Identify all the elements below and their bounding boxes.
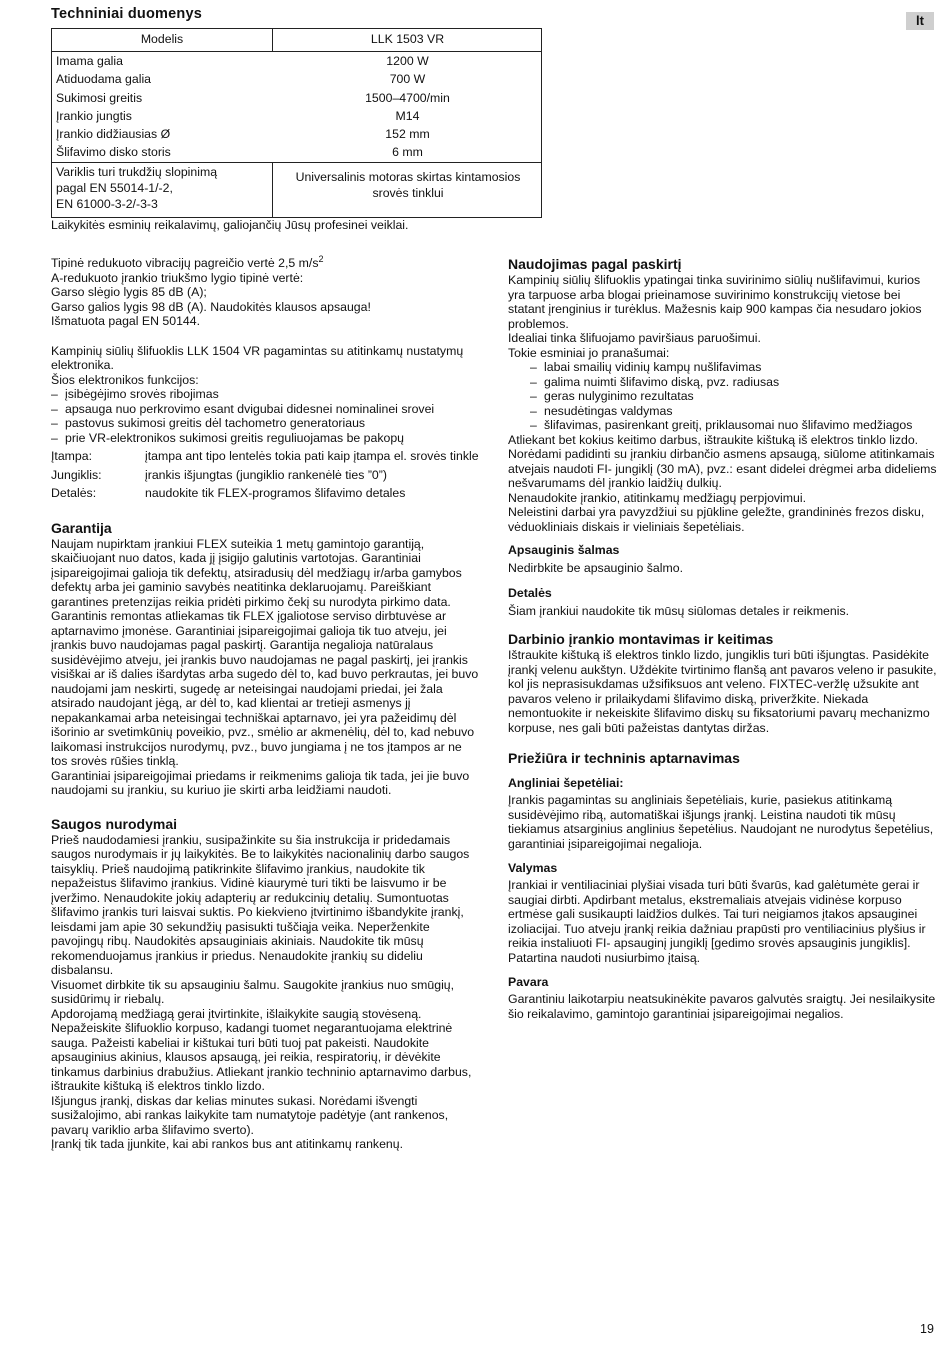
list-item-text: pastovus sukimosi greitis dėl tachometro generatoriaus [65,416,366,430]
spec-last-label [56,164,217,212]
spec-row [52,107,541,125]
electronics-functions-title: Šios elektronikos funkcijos: [51,372,199,387]
kv-key: Detalės: [51,486,97,500]
spec-row [52,143,541,161]
spec-row [52,70,541,88]
spec-last-value [273,169,543,201]
language-badge: lt [906,12,934,30]
electronics-intro: Kampinių siūlių šlifuoklis LLK 1504 VR pagamintas su atitinkamų nustatymų elektronika. [51,343,464,372]
list-item-text: nesudėtingas valdymas [544,403,673,418]
spec-label: Imama galia [56,54,123,68]
warranty-heading: Garantija [51,519,112,536]
helmet-text: Nedirbkite be apsauginio šalmo. [508,561,683,575]
parts-text: Šiam įrankiui naudokite tik mūsų siūlomas detales ir reikmenis. [508,603,850,618]
noise-line: A-redukuoto įrankio triukšmo lygio tipinė vertė: [51,270,304,285]
spec-value: 700 W [389,72,426,87]
gear-heading: Pavara [508,975,549,989]
list-item-text: geras nulyginimo rezultatas [544,389,694,403]
kv-value: įrankis išjungtas (jungiklio rankenėlė ties ”0”) [145,467,387,482]
vibration-value: Tipinė redukuoto vibracijų pagreičio vertė 2,5 m/s [51,256,319,270]
use-text: Neleistini darbai yra pavyzdžiui su pjūkline geležte, grandininės frezos disku, vėduokliniais diskais ir vieliniais šepetėliais. [508,505,925,534]
use-text: Idealiai tinka šlifuojamo paviršiaus paruošimui. [508,331,761,345]
spec-value: 1200 W [386,54,429,68]
list-item: – įsibėgėjimo srovės ribojimas [51,387,219,401]
use-text: Atliekant bet kokius keitimo darbus, ištraukite kištuką iš elektros tinklo lizdo. Norėdami padidinti su įrankiu dirbančio asmens apsaugą, siūlome atitinkamais atvejais naudoti FI- jungiklį (30 mA), pvz.: esant didelei drėgmei arba dideliems nešvarumams dėl įrankio laidžių dulkių. [508,432,937,490]
spec-row [52,89,541,107]
spec-last-value-line: srovės tinklui [372,185,444,200]
noise-line: Garso slėgio lygis 85 dB (A); [51,285,207,299]
left-column [51,253,481,1152]
gear-text: Garantiniu laikotarpiu neatsukinėkite pavaros galvutės sraigtų. Jei nesilaikysite šio reikalavimo, gamintojo garantiniai įsipareigojimai negalios. [508,992,936,1021]
spec-label: Atiduodama galia [56,72,152,87]
spec-last-value-line: Universalinis motoras skirtas kintamosios [295,169,521,184]
spec-last-label-line: Variklis turi trukdžių slopinimą [56,164,218,179]
warranty-text-2: Garantiniai įsipareigojimai priedams ir reikmenims galioja tik tada, jei jie buvo naudojami su įrankiu, su kuriuo jie skirti arba leidžiami naudoti. [51,768,470,797]
spec-value: M14 [395,108,420,123]
safety-text: Prieš naudodamiesi įrankiu, susipažinkite su šia instrukcija ir pridedamais saugos nurodymais ir jų laikykitės. Be to laikykitės nacionalinių darbo saugos taisyklių. Prieš naudojimą patikrinkite šlifavimo įrankius, naudokite tik nepažeistus šlifavimo įrankius. Vidinė kiaurymė turi tikti be laisvumo ir be įveržimo. Nenaudokite jokių adapterių ar redukcinių detalių. Sumontuotas šlifavimo įrankis turi laisvai suktis. Po kiekvieno įtvirtinimo išbandykite įrankį, leisdami jam apie 30 sekundžių pasisukti tuščiąja veika. Neperženkite pavojingų ribų. Naudokitės apsauginiais akiniais. Naudokite tik mūsų rekomenduojamus įrankius ir priedus. Nenaudokite įrankių su dideliu disbalansu. [51,832,470,977]
list-item-text: apsauga nuo perkrovimo esant dvigubai didesnei nominalinei srovei [65,401,435,416]
kv-key: Jungiklis: [51,467,102,482]
kv-row [51,468,481,483]
list-item: – šlifavimas, pasirenkant greitį, priklausomai nuo šlifavimo medžiagos [530,418,913,432]
spec-last-label-line: pagal EN 55014-1/-2, [56,180,173,195]
cleaning-text: Įrankiai ir ventiliaciniai plyšiai visada turi būti švarūs, kad galėtumėte gerai ir saugiai dirbti. Apdirbant metalus, ekstremaliais atvejais vidinėse korpuso ertmėse gali susikaupti laidžios dulkės. Tai turi neigiamos įtakos apsauginei izoliacijai. Tuo atveju įrankį reikia dažniau prapūsti pro ventiliacinius plyšius ir reikia instaliuoti FI- apsauginį jungiklį [gedimo srovės apsauginis jungiklis]. Patartina naudoti nusiurbimo įtaisą. [508,878,926,965]
use-text: Kampinių siūlių šlifuoklis ypatingai tinka suvirinimo siūlių nušlifavimui, kurios yra tarpuose arba blogai prieinamose suvirinimo konstrukcijų vietose bei statant įrenginius ir turėklus. Mažesnis kaip 900 kampas čia nesudaro jokios problemos. [508,273,922,331]
spec-last-label-line: EN 61000-3-2/-3-3 [56,196,158,211]
list-item: – prie VR-elektronikos sukimosi greitis reguliuojamas be pakopų [51,430,405,445]
use-text: Nenaudokite įrankio, atitinkamų medžiagų perpjovimui. [508,490,807,505]
spec-label: Įrankio jungtis [56,108,132,123]
spec-footnote: Laikykitės esminių reikalavimų, galiojančių Jūsų profesinei veiklai. [51,217,409,232]
spec-label: Įrankio didžiausias Ø [56,127,171,142]
cleaning-heading: Valymas [508,861,558,875]
safety-heading: Saugos nurodymai [51,815,178,832]
noise-line: Garso galios lygis 98 dB (A). Naudokitės klausos apsauga! [51,299,371,314]
safety-text: Visuomet dirbkite tik su apsauginiu šalmu. Saugokite įrankius nuo smūgių, susidūrimų ir riebalų. [51,977,455,1006]
spec-row [52,125,541,143]
brushes-heading: Angliniai šepetėliai: [508,776,624,790]
safety-text: Įrankį tik tada įjunkite, kai abi rankos bus ant atitinkamų rankenų. [51,1137,404,1151]
brushes-text: Įrankis pagamintas su angliniais šepetėliais, kurie, pasiekus atitinkamą susidėvėjimo ribą, automatiškai išjungs įrankį. Leistina naudoti tik mūsų tiekiamus atsarginius anglinius šepetėlius. Naudojant ne nurodytus šepetėlius, garantiniai įsipareigojimai negalioja. [508,793,934,851]
spec-label: Sukimosi greitis [56,90,143,105]
right-column [508,256,938,1021]
list-item: – pastovus sukimosi greitis dėl tachometro generatoriaus [51,416,366,430]
list-item: – galima nuimti šlifavimo diską, pvz. radiusas [530,374,780,389]
list-item-text: galima nuimti šlifavimo diską, pvz. radiusas [544,374,780,389]
list-item: – nesudėtingas valdymas [530,403,673,418]
spec-label: Šlifavimo disko storis [56,145,171,160]
spec-row-last [51,162,542,218]
kv-row [51,450,481,463]
mount-text: Ištraukite kištuką iš elektros tinklo lizdo, jungiklis turi būti išjungtas. Pasidėkite įrankį velenu aukštyn. Uždėkite tvirtinimo flanšą ant pavaros veleno ir pasukite, kol jis neprasisukdamas užsifiksuos ant veleno. FIXTEC-veržlę užsukite ant pavaros veleno ir prilaikydami šlifavimo diską, priveržkite. Niekada nemontuokite ir nekeiskite šlifavimo diskų su fiksatoriumi pavarų mechanizmo korpuse, nes gali būti pažeistas dantytas diržas. [508,648,937,735]
spec-value: 6 mm [392,145,423,160]
list-item: – geras nulyginimo rezultatas [530,389,694,403]
use-text: Tokie esminiai jo pranašumai: [508,345,670,360]
noise-line: Išmatuota pagal EN 50144. [51,314,201,328]
safety-text: Apdorojamą medžiagą gerai įtvirtinkite, išlaikykite saugią stovėseną. Nepažeiskite šlifuoklio korpuso, kadangi tuomet negarantuojama elektrinė sauga. Pažeisti kabeliai ir kištukai turi būti tuoj pat pakeisti. Naudokite apsauginius akinius, klausos apsaugą, jei reikia, respiratorių, ir dėvėkite tinkamus darbinius drabužius. Atliekant įrankio techninio aptarnavimo darbus, ištraukite kištuką iš elektros tinklo lizdo. [51,1006,472,1093]
parts-heading: Detalės [508,585,552,600]
list-item-text: šlifavimas, pasirenkant greitį, priklausomai nuo šlifavimo medžiagos [544,418,913,432]
list-item: – labai smailių vidinių kampų nušlifavimas [530,360,762,374]
list-item-text: prie VR-elektronikos sukimosi greitis reguliuojamas be pakopų [65,430,405,445]
kv-value: įtampa ant tipo lentelės tokia pati kaip įtampa el. srovės tinkle [145,449,479,463]
spec-row [52,52,541,70]
vibration-text [51,253,481,271]
safety-text: Išjungus įrankį, diskas dar kelias minutes sukasi. Norėdami išvengti susižalojimo, abi rankas laikykite tam numatytoje padėtyje (ant rankenos, pavarų variklio arba šlifavimo sverto). [51,1093,449,1137]
spec-value: 152 mm [385,127,430,142]
kv-key: Įtampa: [51,449,93,463]
kv-row [51,486,481,501]
vibration-unit-sup: 2 [318,253,324,264]
use-heading: Naudojimas pagal paskirtį [508,256,682,272]
helmet-heading: Apsauginis šalmas [508,543,620,557]
maintenance-heading: Priežiūra ir techninis aptarnavimas [508,750,740,766]
spec-table [51,28,542,232]
page-title: Techniniai duomenys [51,6,202,22]
spec-head-value: LLK 1503 VR [370,32,445,46]
list-item-text: labai smailių vidinių kampų nušlifavimas [544,360,762,374]
spec-table-header [51,28,542,52]
list-item: – apsauga nuo perkrovimo esant dvigubai didesnei nominalinei srovei [51,401,435,416]
page-number: 19 [920,1322,934,1336]
warranty-text: Naujam nupirktam įrankiui FLEX suteikia 1 metų gamintojo garantiją, skaičiuojant nuo datos, kada jį įsigijo galutinis vartotojas. Garantiniai įsipareigojimai galioja tik defektų, atsiradusių dėl medžiagų ir/arba gamybos defektų arba jei gaminio savybės neatitinka deklaruojamų. Pareiškiant garantines pretenzijas reikia pridėti pirkimo čekį su nurodyta pirkimo data. Garantinis remontas atliekamas tik FLEX įgaliotose serviso dirbtuvėse ar aptarnavimo įmonėse. Garantiniai įsipareigojimai galioja tik tuo atveju, jei įrankis buvo naudojamas pagal paskirtį. Garantija negalioja natūralaus susidėvėjimo atveju, jei įrankis buvo naudojamas ne pagal paskirtį, jei įrankis visiškai ar iš dalies išardytas arba sugedo dėl to, kad buvo perkrautas, jei buvo naudojami jam neskirti, sugedę ar neteisingai naudojami priedai, jei žala atsirado naudojant jėgą, ar dėl to, kad klientai ar tretieji asmenys jį nepakankamai arba neteisingai techniškai aptarnavo, jei yra pažeidimų dėl išorinio ar svetimkūnių poveikio, pvz., smėlio ar akmenėlių, dėl to, kad nebuvo laikomasi instrukcijos nurodymų, pvz., buvo jungiama į ne tos įtampos ar ne tos srovės rūšies tinklą. [51,536,479,768]
spec-head-label: Modelis [140,32,184,46]
list-item-text: įsibėgėjimo srovės ribojimas [65,387,219,401]
spec-value: 1500–4700/min [365,90,450,105]
kv-value: naudokite tik FLEX-programos šlifavimo detales [145,486,406,500]
mount-heading: Darbinio įrankio montavimas ir keitimas [508,631,774,647]
